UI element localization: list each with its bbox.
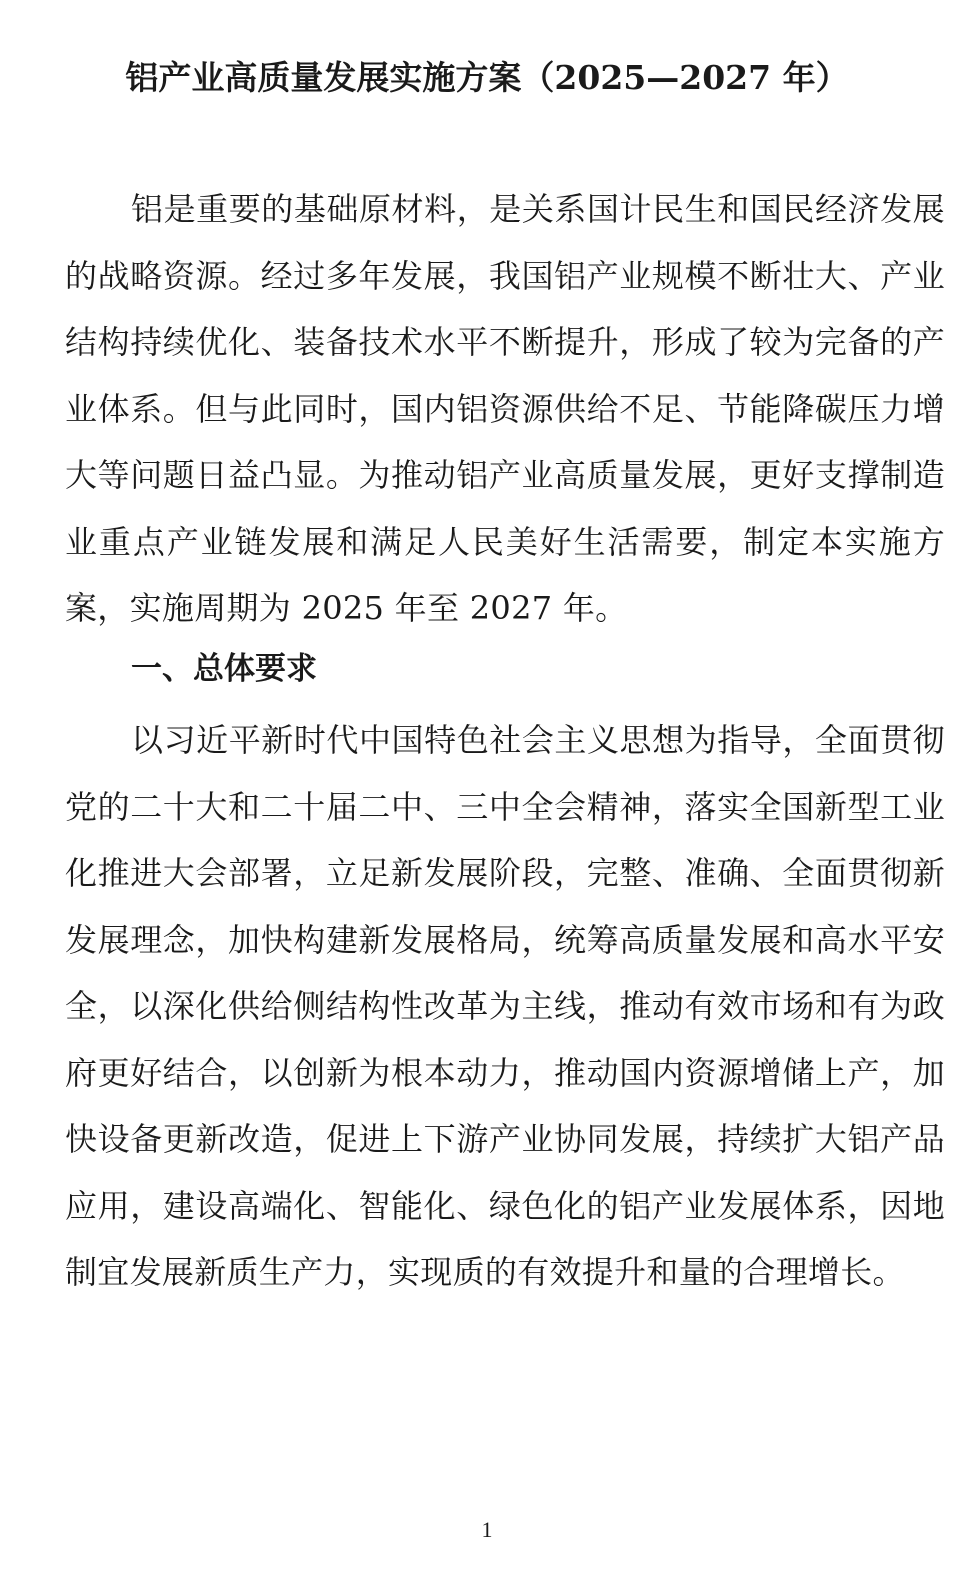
section-heading: 一、总体要求: [131, 651, 317, 687]
intro-paragraph: 铝是重要的基础原材料，是关系国计民生和国民经济发展的战略资源。经过多年发展，我国铝产业规模不断壮大、产业结构持续优化、装备技术水平不断提升，形成了较为完备的产业体系。但与此同时，国内铝资源供给不足、节能降碳压力增大等问题日益凸显。为推动铝产业高质量发展，更好支撑制造业重点产业链发展和满足人民美好生活需要，制定本实施方案，实施周期为 2025 年至 2027 年。: [65, 190, 945, 627]
section-paragraph: 以习近平新时代中国特色社会主义思想为指导，全面贯彻党的二十大和二十届二中、三中全会精神，落实全国新型工业化推进大会部署，立足新发展阶段，完整、准确、全面贯彻新发展理念，加快构建新发展格局，统筹高质量发展和高水平安全，以深化供给侧结构性改革为主线，推动有效市场和有为政府更好结合，以创新为根本动力，推动国内资源增储上产，加快设备更新改造，促进上下游产业协同发展，持续扩大铝产品应用，建设高端化、智能化、绿色化的铝产业发展体系，因地制宜发展新质生产力，实现质的有效提升和量的合理增长。: [65, 721, 945, 1291]
page-number: 1: [481, 1517, 493, 1542]
document-title: 铝产业高质量发展实施方案（2025—2027 年）: [125, 58, 849, 97]
